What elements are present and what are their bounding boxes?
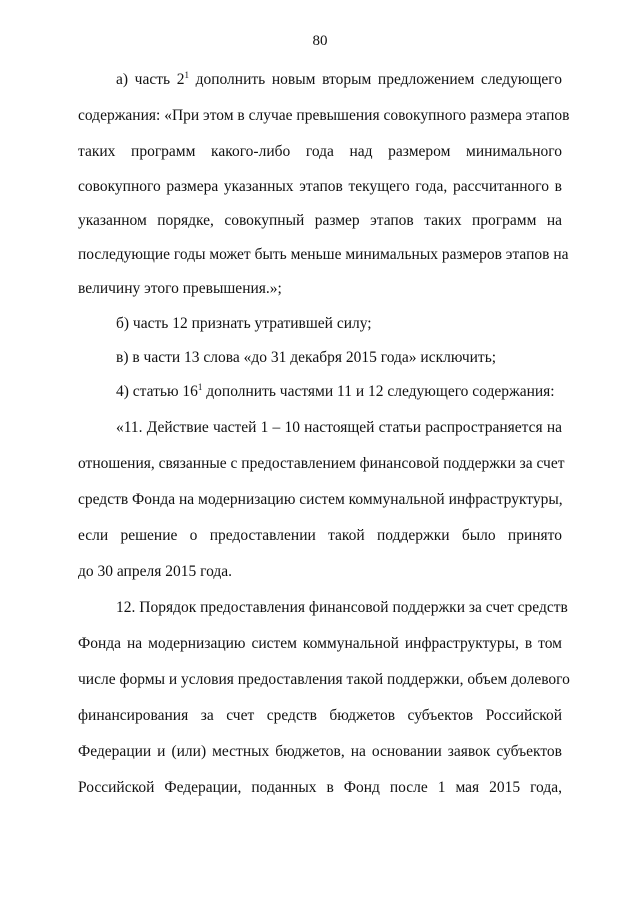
paragraph-a-line-3: таких программ какого-либо года над размером минимального	[78, 143, 562, 160]
line-text: дополнить частями 11 и 12 следующего содержания:	[202, 383, 555, 400]
part-12-line-3: числе формы и условия предоставления такой поддержки, объем долевого	[78, 671, 570, 688]
part-12-line-1: 12. Порядок предоставления финансовой поддержки за счет средств	[116, 599, 568, 616]
paragraph-c: в) в части 13 слова «до 31 декабря 2015 года» исключить;	[116, 349, 497, 366]
paragraph-a-line-2: содержания: «При этом в случае превышения совокупного размера этапов	[78, 107, 570, 124]
part-12-line-2: Фонда на модернизацию систем коммунальной инфраструктуры, в том	[78, 635, 562, 652]
part-12-line-4: финансирования за счет средств бюджетов субъектов Российской	[78, 707, 562, 724]
part-12-line-6: Российской Федерации, поданных в Фонд после 1 мая 2015 года,	[78, 779, 562, 796]
part-12-line-5: Федерации и (или) местных бюджетов, на основании заявок субъектов	[78, 743, 562, 760]
superscript: 1	[197, 382, 203, 392]
paragraph-a-line-4: совокупного размера указанных этапов текущего года, рассчитанного в	[78, 178, 562, 195]
part-11-line-2: отношения, связанные с предоставлением финансовой поддержки за счет	[78, 455, 565, 472]
paragraph-a-line-7: величину этого превышения.»;	[78, 280, 282, 297]
paragraph-a-line-6: последующие годы может быть меньше минимальных размеров этапов на	[78, 246, 569, 263]
paragraph-a-line-1	[116, 70, 562, 90]
superscript: 1	[184, 70, 189, 80]
line-text: 4) статью 16	[116, 383, 198, 400]
part-11-line-5: до 30 апреля 2015 года.	[78, 563, 233, 580]
item-4	[116, 382, 562, 402]
line-text: дополнить новым вторым предложением следующего	[188, 71, 562, 88]
part-11-line-4: если решение о предоставлении такой поддержки было принято	[78, 527, 562, 544]
page-number: 80	[312, 33, 328, 49]
paragraph-b: б) часть 12 признать утратившей силу;	[116, 315, 372, 332]
part-11-line-1: «11. Действие частей 1 – 10 настоящей статьи распространяется на	[116, 419, 562, 436]
line-text: а) часть 2	[116, 71, 185, 88]
part-11-line-3: средств Фонда на модернизацию систем коммунальной инфраструктуры,	[78, 491, 563, 508]
paragraph-a-line-5: указанном порядке, совокупный размер этапов таких программ на	[78, 212, 562, 229]
